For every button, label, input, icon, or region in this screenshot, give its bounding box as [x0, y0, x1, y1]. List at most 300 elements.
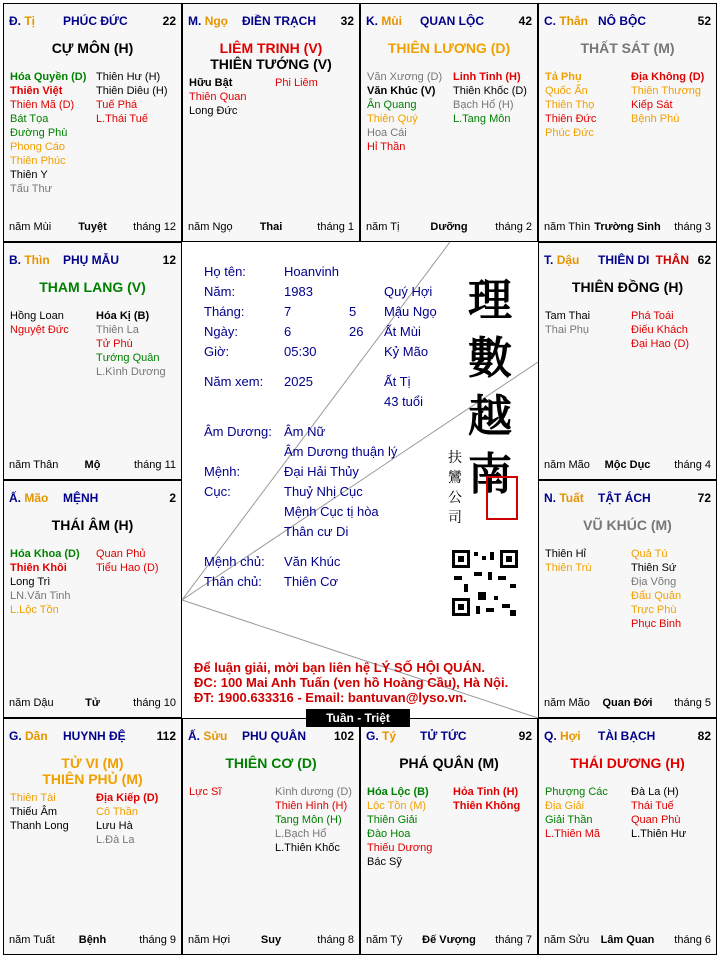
palace-footer	[544, 697, 711, 711]
major-star: CỰ MÔN (H)	[51, 40, 134, 56]
palace-header	[544, 729, 711, 745]
minor-stars-right	[631, 785, 686, 841]
minor-star: Long Đức	[189, 105, 238, 117]
palace-stem-letter: T.	[544, 253, 554, 267]
qr-code-icon[interactable]	[450, 548, 520, 618]
minor-stars-left	[367, 785, 432, 869]
than-chu-value: Thiên Cơ	[284, 574, 339, 589]
palace-age: 62	[697, 253, 711, 267]
minor-star: Quả Tú	[631, 548, 668, 560]
minor-star: Phục Binh	[631, 618, 682, 630]
minor-star: L.Thiên Khốc	[275, 842, 340, 854]
minor-star: Tướng Quân	[96, 352, 160, 364]
lunar-month: tháng 3	[674, 221, 711, 233]
lunar-month: tháng 11	[133, 459, 176, 471]
minor-star: Trực Phù	[631, 604, 677, 616]
minor-star: Nguyệt Đức	[10, 324, 69, 336]
view-year-label: Năm xem:	[204, 374, 264, 389]
year-value: 1983	[284, 284, 313, 299]
palace-stem-letter: N.	[544, 491, 556, 505]
minor-star: Hóa Kị (B)	[96, 310, 150, 322]
year-branch: năm Thân	[9, 459, 59, 471]
palace-branch: Ngọ	[204, 14, 229, 28]
minor-star: Thai Phụ	[545, 324, 590, 336]
major-star: THIÊN ĐỒNG (H)	[571, 279, 684, 295]
palace-age: 12	[162, 253, 176, 267]
minor-star: Tam Thai	[545, 310, 591, 322]
year-can: Quý Hợi	[384, 284, 433, 299]
palace-stem-letter: K.	[366, 14, 378, 28]
minor-star: Thanh Long	[10, 820, 69, 832]
year-branch: năm Tuất	[9, 934, 55, 946]
minor-star: L.Thái Tuế	[96, 113, 148, 125]
palace-branch: Mão	[24, 491, 49, 505]
minor-star: L.Kình Dương	[96, 366, 166, 378]
brand-char-2: 數	[468, 333, 512, 384]
minor-star: Địa Võng	[631, 576, 677, 588]
palace-cell-7[interactable]	[538, 480, 717, 718]
minor-star: Thiên La	[96, 324, 139, 336]
palace-header	[544, 253, 711, 269]
palace-header	[544, 491, 711, 507]
palace-stem-letter: G.	[9, 729, 22, 743]
minor-star: L.Lộc Tồn	[10, 604, 59, 616]
palace-header	[9, 14, 176, 30]
minor-stars-left	[545, 547, 591, 575]
seal-char-1: 扶	[448, 450, 462, 466]
life-stage: Mộ	[84, 459, 101, 471]
year-branch: năm Ngọ	[188, 221, 233, 233]
minor-stars-right	[96, 547, 159, 575]
palace-stem-letter: Ấ.	[9, 491, 21, 505]
day-label: Ngày:	[204, 324, 238, 339]
life-stage: Dưỡng	[430, 221, 468, 233]
minor-star: Thiên Tài	[10, 792, 56, 804]
amduong-value: Âm Nữ	[284, 424, 326, 439]
lunar-month: tháng 5	[674, 697, 711, 709]
minor-star: Long Trì	[10, 576, 51, 588]
palace-age: 32	[340, 14, 354, 28]
cuc-label: Cục:	[204, 484, 231, 499]
minor-star: Thiên Y	[10, 169, 48, 181]
minor-star: Cô Thần	[96, 806, 138, 818]
minor-star: Thái Tuế	[631, 800, 674, 812]
minor-star: Đà La (H)	[631, 786, 679, 798]
palace-branch: Dậu	[556, 253, 580, 267]
palace-header	[9, 253, 176, 269]
palace-stem	[544, 729, 581, 743]
palace-name: QUAN LỘC	[420, 14, 484, 28]
minor-star: Tang Môn (H)	[275, 814, 342, 826]
palace-header	[188, 14, 354, 30]
minor-star: Hóa Khoa (D)	[10, 548, 80, 560]
minor-star: L.Thiên Hư	[631, 828, 687, 840]
palace-stem-letter: G.	[366, 729, 379, 743]
minor-star: Giải Thần	[545, 814, 593, 826]
minor-star: Bác Sỹ	[367, 856, 402, 868]
major-star: TỬ VI (M)	[61, 755, 124, 771]
day-can: Ất Mùi	[384, 324, 421, 339]
minor-stars-left	[10, 309, 69, 337]
minor-star: Thiên Quan	[189, 91, 247, 103]
minor-star: Điếu Khách	[631, 324, 688, 336]
amduong-label: Âm Dương:	[204, 424, 272, 439]
palace-age: 22	[162, 14, 176, 28]
palace-cell-1[interactable]	[182, 3, 360, 242]
minor-star: Thiên Hư (H)	[96, 71, 161, 83]
contact-line-1: Để luận giải, mời bạn liên hệ LÝ SỐ HỘI QUÁN.	[194, 660, 485, 675]
minor-stars-left	[367, 70, 442, 154]
than-marker: THÂN	[655, 253, 689, 267]
palace-age: 52	[697, 14, 711, 28]
than-cu: Thân cư Di	[284, 524, 349, 539]
minor-star: Thiên Thương	[631, 85, 702, 97]
minor-stars-right	[631, 70, 704, 126]
minor-stars-right	[631, 547, 681, 631]
minor-star: Tử Phù	[96, 338, 133, 350]
palace-name: MỆNH	[63, 491, 99, 505]
palace-name: TẬT ÁCH	[598, 491, 651, 505]
minor-stars-right	[275, 76, 318, 90]
minor-stars-left	[545, 785, 608, 841]
minor-stars-right	[96, 309, 166, 379]
palace-age: 82	[697, 729, 711, 743]
palace-stem-letter: Ấ.	[188, 729, 200, 743]
menh-label: Mệnh:	[204, 464, 241, 479]
palace-name: THIÊN DI	[598, 253, 650, 267]
palace-branch: Mùi	[381, 14, 403, 28]
life-stage: Tuyệt	[78, 221, 107, 233]
year-branch: năm Sửu	[544, 934, 590, 946]
view-year-value: 2025	[284, 374, 313, 389]
minor-star: Hỏa Tinh (H)	[453, 786, 519, 798]
palace-name: PHỤ MẪU	[63, 253, 119, 267]
palace-footer	[188, 221, 354, 235]
minor-star: Địa Giải	[545, 800, 585, 812]
palace-cell-6[interactable]	[3, 480, 182, 718]
minor-stars-right	[96, 70, 168, 126]
palace-branch: Thân	[559, 14, 589, 28]
palace-branch: Thìn	[24, 253, 50, 267]
major-star: THAM LANG (V)	[39, 279, 146, 295]
contact-line-2: ĐC: 100 Mai Anh Tuấn (ven hồ Hoàng Cầu), Hà Nội.	[194, 675, 509, 690]
month-can: Mậu Ngọ	[384, 304, 437, 319]
palace-header	[9, 491, 176, 507]
year-branch: năm Mão	[544, 459, 590, 471]
minor-star: Hoa Cái	[367, 127, 407, 139]
hour-value: 05:30	[284, 344, 317, 359]
lunar-month: tháng 7	[495, 934, 532, 946]
minor-star: L.Thiên Mã	[545, 828, 601, 840]
minor-star: Quan Phù	[631, 814, 681, 826]
center-info-panel	[182, 242, 538, 725]
lunar-month: tháng 9	[139, 934, 176, 946]
minor-star: Văn Khúc (V)	[367, 85, 436, 97]
minor-star: Linh Tinh (H)	[453, 71, 521, 83]
seal-char-3: 公	[448, 490, 462, 506]
minor-star: Thiên Quý	[367, 113, 418, 125]
major-star: THÁI DƯƠNG (H)	[570, 755, 685, 771]
palace-footer	[9, 459, 176, 473]
menh-chu-value: Văn Khúc	[284, 554, 341, 569]
minor-star: Thiên Thọ	[545, 99, 595, 111]
palace-age: 92	[518, 729, 532, 743]
minor-star: Hữu Bật	[189, 77, 233, 89]
minor-star: Tiểu Hao (D)	[96, 562, 159, 574]
seal-text	[448, 448, 466, 528]
palace-footer	[544, 221, 711, 235]
palace-cell-0[interactable]	[3, 3, 182, 242]
contact-line-3[interactable]: ĐT: 1900.633316 - Email: bantuvan@lyso.vn.	[194, 690, 467, 705]
palace-name: HUYNH ĐỆ	[63, 729, 126, 743]
minor-star: Văn Xương (D)	[367, 71, 443, 83]
minor-stars-left	[189, 76, 246, 118]
palace-age: 2	[169, 491, 176, 505]
hour-label: Giờ:	[204, 344, 230, 359]
minor-stars-left	[10, 70, 86, 196]
palace-stem	[9, 491, 48, 505]
minor-star: Tả Phụ	[545, 71, 582, 83]
age-value: 43 tuổi	[384, 394, 424, 409]
palace-stem-letter: B.	[9, 253, 21, 267]
palace-stem	[9, 729, 48, 743]
minor-star: Hóa Quyền (D)	[10, 71, 87, 83]
minor-stars-right	[631, 309, 689, 351]
minor-stars-left	[545, 309, 590, 337]
view-year-can: Ất Tị	[384, 374, 411, 389]
palace-name: PHÚC ĐỨC	[63, 14, 128, 28]
minor-star: Phượng Các	[545, 786, 608, 798]
life-stage: Trường Sinh	[594, 221, 661, 233]
brand-calligraphy	[468, 272, 518, 504]
minor-star: Địa Kiếp (D)	[96, 792, 159, 804]
cuc-value: Thuỷ Nhị Cục	[284, 484, 363, 499]
minor-star: Tuế Phá	[96, 99, 138, 111]
minor-star: Thiên Mã (D)	[10, 99, 75, 111]
menh-chu-label: Mệnh chủ:	[204, 554, 265, 569]
palace-cell-3[interactable]	[538, 3, 717, 242]
palace-branch: Tị	[24, 14, 36, 28]
than-chu-label: Thân chủ:	[204, 574, 262, 589]
minor-stars-left	[545, 70, 596, 140]
major-star: THẤT SÁT (M)	[580, 40, 675, 56]
minor-star: Thiên Phúc	[10, 155, 66, 167]
year-branch: năm Hợi	[188, 934, 231, 946]
palace-branch: Dần	[25, 729, 48, 743]
minor-stars-left	[189, 785, 221, 799]
life-stage: Suy	[260, 934, 282, 946]
palace-header	[188, 729, 354, 745]
brand-char-4: 南	[468, 449, 512, 500]
minor-stars-left	[10, 547, 80, 617]
minor-star: Kình dương (D)	[275, 786, 352, 798]
lunar-month: tháng 10	[133, 697, 176, 709]
palace-branch: Hợi	[560, 729, 581, 743]
palace-header	[366, 14, 532, 30]
minor-star: Lộc Tồn (M)	[367, 800, 427, 812]
minor-star: Thiên Diêu (H)	[96, 85, 168, 97]
minor-star: Thiên Đức	[545, 113, 597, 125]
minor-star: Lực Sĩ	[189, 786, 222, 798]
major-star: VŨ KHÚC (M)	[583, 517, 672, 533]
minor-stars-right	[453, 785, 520, 813]
minor-star: Bát Tọa	[10, 113, 49, 125]
lunar-month: tháng 2	[495, 221, 532, 233]
name-value: Hoanvinh	[284, 264, 339, 279]
month-label: Tháng:	[204, 304, 245, 319]
palace-footer	[544, 459, 711, 473]
palace-name: TỬ TỨC	[420, 729, 467, 743]
palace-header	[366, 729, 532, 745]
minor-star: Thiên Việt	[10, 85, 63, 97]
palace-stem	[544, 491, 584, 505]
palace-age: 112	[156, 729, 176, 743]
minor-star: Quan Phủ	[96, 548, 146, 560]
minor-stars-right	[96, 791, 158, 847]
year-branch: năm Thìn	[544, 221, 591, 233]
palace-stem	[9, 14, 35, 28]
lunar-month: tháng 1	[317, 221, 354, 233]
palace-footer	[366, 221, 532, 235]
minor-star: Hồng Loan	[10, 310, 64, 322]
year-branch: năm Tý	[366, 934, 403, 946]
minor-star: Phi Liêm	[275, 77, 318, 89]
major-star: THIÊN LƯƠNG (D)	[387, 40, 511, 56]
day-solar: 6	[284, 324, 292, 339]
minor-stars-right	[275, 785, 352, 855]
minor-star: L.Đà La	[96, 834, 135, 846]
palace-age: 72	[697, 491, 711, 505]
palace-cell-4[interactable]	[3, 242, 182, 480]
palace-footer	[366, 934, 532, 948]
life-stage: Bệnh	[78, 934, 107, 946]
palace-footer	[9, 221, 176, 235]
palace-age: 102	[333, 729, 354, 743]
palace-footer	[188, 934, 354, 948]
seal-char-4: 司	[448, 510, 462, 526]
tuan-triet-label: Tuần - Triệt	[306, 709, 410, 727]
minor-star: Hỉ Thần	[367, 141, 406, 153]
minor-star: Bạch Hổ (H)	[453, 99, 514, 111]
palace-footer	[544, 934, 711, 948]
major-star: THIÊN PHỦ (M)	[42, 771, 143, 787]
red-seal-icon	[486, 476, 518, 520]
minor-star: Thiên Trù	[545, 562, 592, 574]
palace-cell-9[interactable]	[182, 718, 360, 955]
minor-star: Lưu Hà	[96, 820, 133, 832]
minor-star: Phúc Đức	[545, 127, 594, 139]
palace-cell-8[interactable]	[3, 718, 182, 955]
minor-star: Thiên Hình (H)	[275, 800, 348, 812]
palace-name: PHU QUÂN	[242, 729, 307, 743]
life-stage: Quan Đới	[602, 697, 653, 709]
minor-star: Thiên Khốc (D)	[453, 85, 527, 97]
palace-stem	[544, 253, 579, 267]
year-branch: năm Tị	[366, 221, 400, 233]
year-label: Năm:	[204, 284, 236, 299]
palace-name: NÔ BỘC	[598, 14, 646, 28]
contact-block	[194, 660, 508, 705]
palace-stem-letter: Đ.	[9, 14, 21, 28]
palace-cell-11[interactable]	[538, 718, 717, 955]
minor-star: Đường Phù	[10, 127, 68, 139]
minor-star: Phá Toái	[631, 310, 674, 322]
minor-star: Thiên Không	[453, 800, 521, 812]
minor-star: L.Tang Môn	[453, 113, 511, 125]
palace-age: 42	[518, 14, 532, 28]
month-lunar: 5	[349, 304, 357, 319]
palace-stem-letter: C.	[544, 14, 556, 28]
life-stage: Đế Vượng	[422, 934, 476, 946]
palace-stem	[188, 729, 227, 743]
major-star: THIÊN TƯỚNG (V)	[210, 56, 332, 72]
palace-stem-letter: Q.	[544, 729, 557, 743]
palace-name: TÀI BẠCH	[598, 729, 656, 743]
minor-stars-left	[10, 791, 69, 833]
minor-star: Địa Không (D)	[631, 71, 705, 83]
brand-char-3: 越	[468, 391, 512, 442]
year-branch: năm Mùi	[9, 221, 52, 233]
palace-branch: Tuất	[559, 491, 584, 505]
palace-cell-5[interactable]	[538, 242, 717, 480]
palace-branch: Sửu	[203, 729, 228, 743]
minor-star: Đẩu Quân	[631, 590, 682, 602]
day-lunar: 26	[349, 324, 364, 339]
brand-char-1: 理	[468, 275, 512, 326]
minor-star: Đại Hao (D)	[631, 338, 690, 350]
life-stage: Lâm Quan	[600, 934, 655, 946]
major-star: THIÊN CƠ (D)	[225, 755, 317, 771]
minor-star: Thiếu Âm	[10, 806, 58, 818]
palace-cell-10[interactable]	[360, 718, 538, 955]
palace-stem	[366, 729, 396, 743]
life-stage: Tử	[85, 697, 100, 709]
palace-cell-2[interactable]	[360, 3, 538, 242]
minor-star: Tấu Thư	[10, 183, 53, 195]
hour-can: Kỷ Mão	[384, 344, 429, 359]
month-solar: 7	[284, 304, 292, 319]
lunar-month: tháng 8	[317, 934, 354, 946]
minor-star: Kiếp Sát	[631, 99, 673, 111]
lunar-month: tháng 6	[674, 934, 711, 946]
amduong-note: Âm Dương thuận lý	[284, 444, 398, 459]
life-stage: Mộc Dục	[604, 459, 651, 471]
minor-star: Hóa Lộc (B)	[367, 786, 429, 798]
minor-star: Quốc Ấn	[545, 85, 588, 97]
year-branch: năm Mão	[544, 697, 590, 709]
minor-star: LN.Văn Tinh	[10, 590, 71, 602]
cuc-note: Mệnh Cục tị hòa	[284, 504, 379, 519]
palace-header	[544, 14, 711, 30]
minor-star: Phong Cáo	[10, 141, 66, 153]
minor-stars-right	[453, 70, 527, 126]
palace-stem	[188, 14, 228, 28]
minor-star: Thiên Hỉ	[545, 548, 586, 560]
major-star: PHÁ QUÂN (M)	[399, 755, 499, 771]
minor-star: Ân Quang	[367, 99, 417, 111]
palace-header	[9, 729, 176, 745]
minor-star: Bệnh Phù	[631, 113, 680, 125]
minor-star: L.Bạch Hổ	[275, 828, 327, 840]
minor-star: Đào Hoa	[367, 828, 411, 840]
name-label: Họ tên:	[204, 264, 246, 279]
palace-stem	[544, 14, 588, 28]
minor-star: Thiên Giải	[367, 814, 418, 826]
life-stage: Thai	[259, 221, 283, 233]
palace-branch: Tý	[382, 729, 397, 743]
minor-star: Thiên Khôi	[10, 562, 67, 574]
palace-stem	[366, 14, 402, 28]
